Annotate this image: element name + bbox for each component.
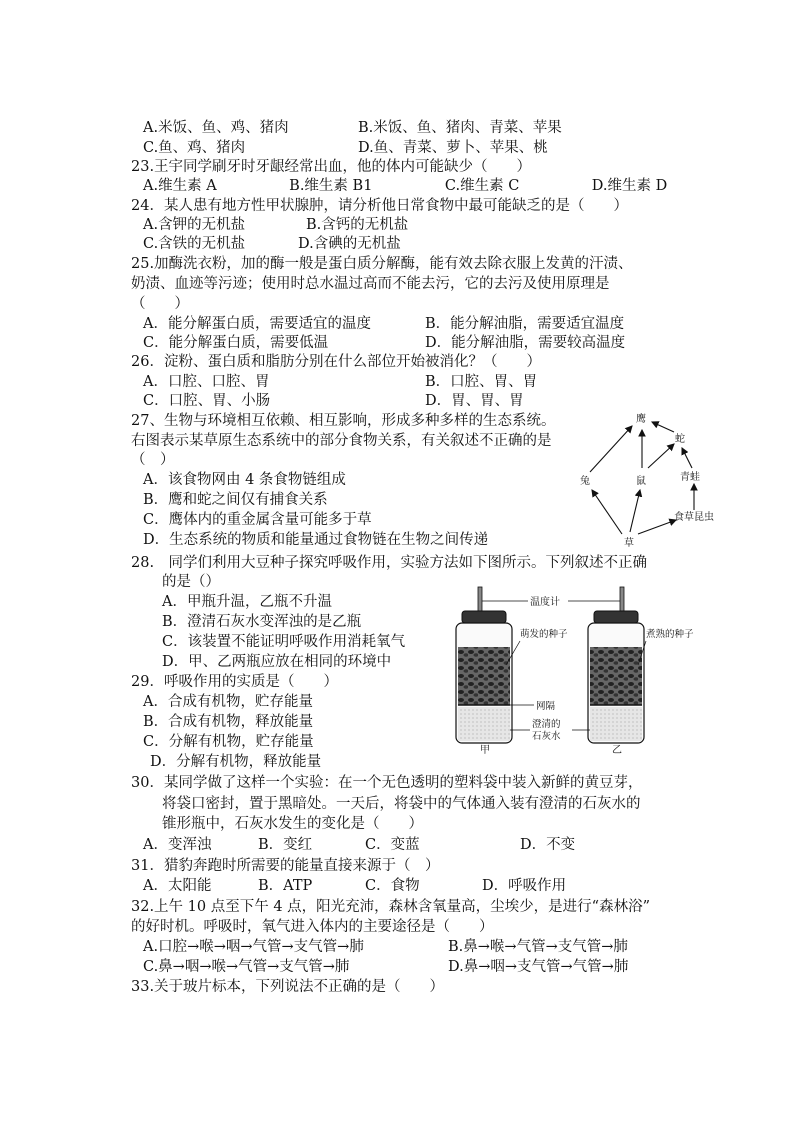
q32-stem-2: 的好时机。呼吸时，氧气进入体内的主要途径是（ ） bbox=[131, 919, 494, 935]
q23-options: A.维生素 A B.维生素 B1 C.维生素 C D.维生素 D bbox=[143, 178, 668, 194]
q30-stem-2: 将袋口密封，置于黑暗处。一天后，将袋中的气体通入装有澄清的石灰水的 bbox=[162, 796, 641, 812]
q28-option-d: D．甲、乙两瓶应放在相同的环境中 bbox=[162, 654, 392, 670]
q26-option-d: D．胃、胃、胃 bbox=[425, 393, 524, 409]
q30-option-a: A．变浑浊 bbox=[143, 837, 212, 853]
q27-option-a: A．该食物网由 4 条食物链组成 bbox=[143, 472, 346, 488]
q25-option-d: D．能分解油脂，需要较高温度 bbox=[425, 335, 626, 351]
q30-option-b: B．变红 bbox=[258, 837, 313, 853]
q24-option-d: D.含碘的无机盐 bbox=[298, 236, 401, 252]
arrow-grass-rabbit bbox=[592, 490, 622, 534]
arrow-rabbit-eagle bbox=[590, 426, 632, 472]
q25-stem-1: 25.加酶洗衣粉，加的酶一般是蛋白质分解酶，能有效去除衣服上发黄的汗渍、 bbox=[131, 256, 633, 272]
web-label-snake: 蛇 bbox=[675, 434, 685, 445]
q28-stem-1: 28. 同学们利用大豆种子探究呼吸作用，实验方法如下图所示。下列叙述不正确 bbox=[131, 555, 648, 571]
jar-jia bbox=[456, 611, 512, 743]
q24-option-c: C.含铁的无机盐 bbox=[143, 236, 246, 252]
q32-option-a: A.口腔→喉→咽→气管→支气管→肺 bbox=[143, 939, 364, 955]
q30-stem-1: 30．某同学做了这样一个实验：在一个无色透明的塑料袋中装入新鲜的黄豆芽， bbox=[131, 775, 643, 791]
q31-option-b: B．ATP bbox=[258, 878, 313, 894]
q32-option-d: D.鼻→咽→支气管→气管→肺 bbox=[448, 959, 629, 975]
q26-option-c: C．口腔、胃、小肠 bbox=[143, 393, 271, 409]
label-jar-jia: 甲 bbox=[480, 745, 490, 755]
label-mesh: 网隔 bbox=[536, 701, 556, 712]
arrow-snake-eagle bbox=[652, 422, 674, 432]
q31-option-a: A．太阳能 bbox=[143, 878, 212, 894]
q32-option-c: C.鼻→咽→喉→气管→支气管→肺 bbox=[143, 959, 350, 975]
arrow-grass-insect bbox=[638, 520, 676, 534]
q27-stem-2: 右图表示某草原生态系统中的部分食物关系，有关叙述不正确的是 bbox=[131, 433, 552, 449]
q24-option-b: B.含钙的无机盐 bbox=[306, 217, 409, 233]
q30-option-d: D．不变 bbox=[520, 837, 576, 853]
q22-option-a: A.米饭、鱼、鸡、猪肉 bbox=[143, 120, 289, 136]
arrow-grass-mouse bbox=[630, 490, 640, 532]
web-label-mouse: 鼠 bbox=[636, 476, 646, 487]
q30-stem-3: 锥形瓶中，石灰水发生的变化是（ ） bbox=[162, 816, 423, 832]
q27-option-d: D．生态系统的物质和能量通过食物链在生物之间传递 bbox=[143, 532, 489, 548]
label-limewater-line2: 石灰水 bbox=[532, 731, 561, 742]
q29-stem: 29．呼吸作用的实质是（ ） bbox=[131, 674, 338, 690]
q31-option-d: D．呼吸作用 bbox=[482, 878, 567, 894]
q24-option-a: A.含钾的无机盐 bbox=[143, 217, 246, 233]
web-label-grass: 草 bbox=[624, 538, 634, 549]
q29-option-a: A．合成有机物，贮存能量 bbox=[143, 694, 313, 710]
q25-option-c: C．能分解蛋白质，需要低温 bbox=[143, 335, 329, 351]
q31-stem: 31．猎豹奔跑时所需要的能量直接来源于（ ） bbox=[131, 858, 440, 874]
label-jar-yi: 乙 bbox=[612, 745, 622, 755]
q28-option-b: B．澄清石灰水变浑浊的是乙瓶 bbox=[162, 614, 362, 630]
q26-option-a: A．口腔、口腔、胃 bbox=[143, 374, 270, 390]
label-boiled-seeds: 煮熟的种子 bbox=[646, 629, 694, 640]
q33-stem: 33.关于玻片标本，下列说法不正确的是（ ） bbox=[131, 979, 445, 995]
q30-option-c: C．变蓝 bbox=[365, 837, 420, 853]
q27-stem-1: 27、生物与环境相互依赖、相互影响，形成多种多样的生态系统。 bbox=[131, 413, 556, 429]
q22-option-c: C.鱼、鸡、猪肉 bbox=[143, 140, 246, 156]
q29-option-c: C．分解有机物，贮存能量 bbox=[143, 734, 314, 750]
q26-option-b: B．口腔、胃、胃 bbox=[425, 374, 538, 390]
q32-option-b: B.鼻→喉→气管→支气管→肺 bbox=[448, 939, 628, 955]
seed-jar-experiment-diagram bbox=[448, 585, 698, 755]
q27-stem-3: （ ） bbox=[131, 452, 175, 468]
q22-option-b: B.米饭、鱼、猪肉、青菜、苹果 bbox=[358, 120, 562, 136]
q29-option-d: D．分解有机物，释放能量 bbox=[150, 754, 322, 770]
jar-yi bbox=[588, 611, 644, 743]
q29-option-b: B．合成有机物，释放能量 bbox=[143, 714, 314, 730]
q28-option-c: C．该装置不能证明呼吸作用消耗氧气 bbox=[162, 634, 406, 650]
web-label-insect: 食草昆虫 bbox=[674, 512, 714, 523]
q25-option-a: A．能分解蛋白质，需要适宜的温度 bbox=[143, 316, 371, 332]
q27-option-b: B．鹰和蛇之间仅有捕食关系 bbox=[143, 492, 328, 508]
q28-stem-2: 的是（） bbox=[162, 574, 220, 590]
q28-option-a: A．甲瓶升温，乙瓶不升温 bbox=[162, 594, 332, 610]
food-web-diagram bbox=[570, 408, 745, 553]
q25-option-b: B．能分解油脂，需要适宜温度 bbox=[425, 316, 625, 332]
q31-option-c: C．食物 bbox=[365, 878, 420, 894]
q23-stem: 23.王宇同学刷牙时牙龈经常出血，他的体内可能缺少（ ） bbox=[131, 159, 532, 175]
q22-option-d: D.鱼、青菜、萝卜、苹果、桃 bbox=[358, 140, 548, 156]
web-label-eagle: 鹰 bbox=[636, 414, 646, 425]
label-sprouting-seeds: 萌发的种子 bbox=[520, 629, 568, 640]
q24-stem: 24．某人患有地方性甲状腺肿，请分析他日常食物中最可能缺乏的是（ ） bbox=[131, 198, 628, 214]
q32-stem-1: 32.上午 10 点至下午 4 点，阳光充沛，森林含氧量高，尘埃少，是进行“森林浴” bbox=[131, 899, 650, 915]
label-thermometer: 温度计 bbox=[530, 597, 560, 608]
web-label-frog: 青蛙 bbox=[680, 472, 700, 483]
web-label-rabbit: 兔 bbox=[580, 476, 590, 487]
q25-stem-3: （ ） bbox=[131, 296, 189, 312]
arrow-frog-snake bbox=[682, 448, 692, 468]
q25-stem-2: 奶渍、血迹等污迹；使用时总水温过高而不能去污，它的去污及使用原理是 bbox=[131, 276, 610, 292]
q27-option-c: C．鹰体内的重金属含量可能多于草 bbox=[143, 512, 372, 528]
q26-stem: 26．淀粉、蛋白质和脂肪分别在什么部位开始被消化？（ ） bbox=[131, 354, 541, 370]
label-limewater-line1: 澄清的 bbox=[532, 719, 561, 730]
arrow-mouse-snake bbox=[648, 444, 674, 468]
